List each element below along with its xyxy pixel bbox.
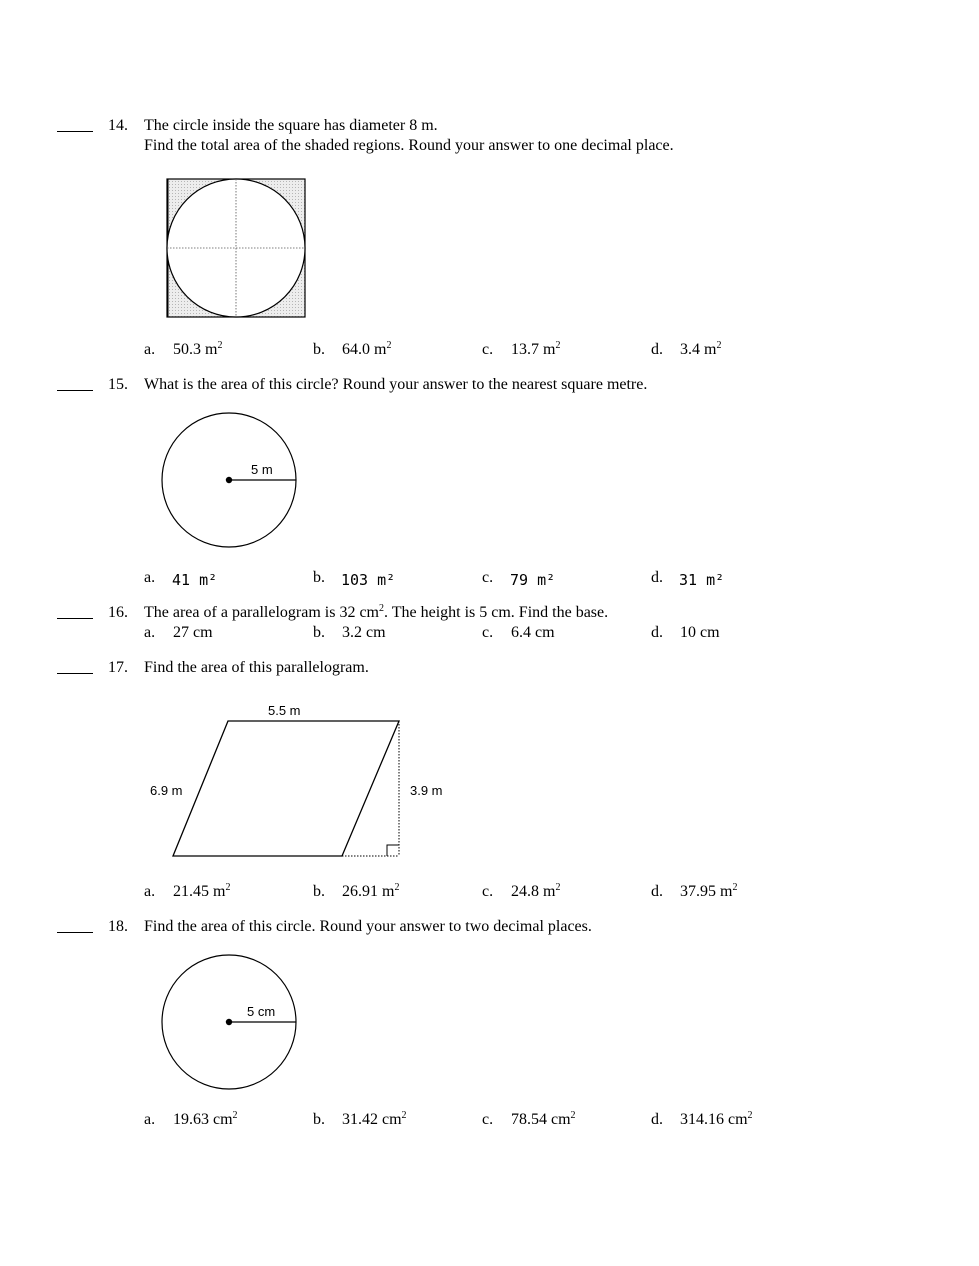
option-b[interactable]: 64.0 $m^2$ (342, 340, 392, 358)
circle-in-square-diagram (160, 172, 312, 324)
option-c-letter: c. (482, 569, 494, 586)
option-b-letter: b. (313, 341, 325, 358)
question-text: The area of a parallelogram is 32 $cm^2$. The height is 5 cm. Find the base. (144, 603, 609, 621)
option-a-letter: a. (144, 624, 156, 641)
option-d[interactable]: 37.95 $m^2$ (680, 882, 738, 900)
radius-label: 5 m (251, 462, 273, 477)
answer-blank[interactable] (57, 659, 93, 674)
option-d[interactable]: 10 cm (680, 624, 720, 641)
answer-blank[interactable] (57, 604, 93, 619)
question-number: 15. (108, 376, 128, 393)
parallelogram-diagram (140, 698, 460, 868)
option-a[interactable]: 19.63 $cm^2$ (173, 1110, 238, 1128)
option-b[interactable]: 31.42 $cm^2$ (342, 1110, 407, 1128)
height-label: 3.9 m (410, 783, 443, 798)
question-text: What is the area of this circle? Round your answer to the nearest square metre. (144, 376, 648, 393)
answer-blank[interactable] (57, 376, 93, 391)
circle-radius-diagram (155, 406, 305, 554)
option-c[interactable]: 6.4 cm (511, 624, 555, 641)
option-a-letter: a. (144, 341, 156, 358)
option-a[interactable]: 50.3 $m^2$ (173, 340, 223, 358)
center-dot (226, 1019, 232, 1025)
option-d[interactable]: 31 m² (679, 571, 725, 589)
option-d-letter: d. (651, 883, 663, 900)
question-text: The circle inside the square has diameter 8 m. (144, 117, 438, 134)
option-b-letter: b. (313, 883, 325, 900)
option-b[interactable]: 3.2 cm (342, 624, 386, 641)
answer-blank[interactable] (57, 117, 93, 132)
question-number: 18. (108, 918, 128, 935)
option-c-letter: c. (482, 883, 494, 900)
option-d[interactable]: 3.4 $m^2$ (680, 340, 722, 358)
option-c[interactable]: 79 m² (510, 571, 556, 589)
right-angle-marker (387, 845, 399, 856)
question-number: 14. (108, 117, 128, 134)
question-text: Find the total area of the shaded regions. Round your answer to one decimal place. (144, 137, 674, 154)
side-length-label: 6.9 m (150, 783, 183, 798)
parallelogram (173, 721, 399, 856)
option-a[interactable]: 27 cm (173, 624, 213, 641)
option-c-letter: c. (482, 1111, 494, 1128)
question-number: 17. (108, 659, 128, 676)
option-d-letter: d. (651, 341, 663, 358)
center-dot (226, 477, 232, 483)
circle-radius-diagram (155, 948, 305, 1096)
radius-label: 5 cm (247, 1004, 276, 1019)
option-b-letter: b. (313, 569, 325, 586)
option-c[interactable]: 13.7 $m^2$ (511, 340, 561, 358)
option-b-letter: b. (313, 624, 325, 641)
top-length-label: 5.5 m (268, 703, 301, 718)
option-c[interactable]: 78.54 $cm^2$ (511, 1110, 576, 1128)
option-a-letter: a. (144, 569, 156, 586)
option-c[interactable]: 24.8 $m^2$ (511, 882, 561, 900)
answer-blank[interactable] (57, 918, 93, 933)
option-c-letter: c. (482, 624, 494, 641)
question-text: Find the area of this circle. Round your answer to two decimal places. (144, 918, 592, 935)
option-b[interactable]: 26.91 $m^2$ (342, 882, 400, 900)
option-d-letter: d. (651, 1111, 663, 1128)
option-d-letter: d. (651, 569, 663, 586)
option-d[interactable]: 314.16 $cm^2$ (680, 1110, 753, 1128)
option-d-letter: d. (651, 624, 663, 641)
option-a-letter: a. (144, 1111, 156, 1128)
option-a[interactable]: 41 m² (172, 571, 218, 589)
question-text: Find the area of this parallelogram. (144, 659, 369, 676)
question-number: 16. (108, 604, 128, 621)
option-b[interactable]: 103 m² (341, 571, 396, 589)
option-a-letter: a. (144, 883, 156, 900)
option-a[interactable]: 21.45 $m^2$ (173, 882, 231, 900)
option-c-letter: c. (482, 341, 494, 358)
option-b-letter: b. (313, 1111, 325, 1128)
